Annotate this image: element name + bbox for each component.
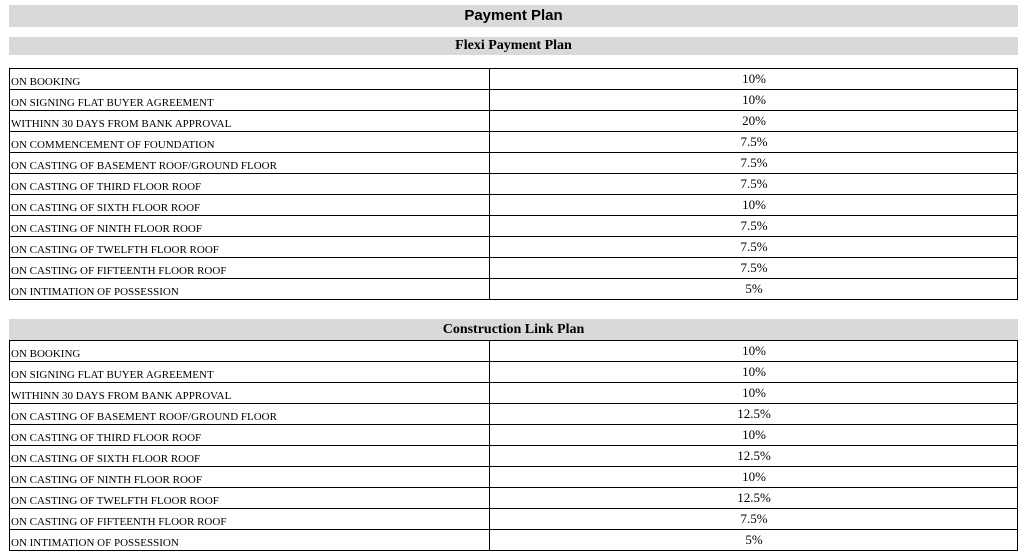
percentage-value: 7.5% <box>490 153 1018 174</box>
milestone-label: ON BOOKING <box>10 69 490 90</box>
table-row <box>10 362 1018 383</box>
table-row <box>10 341 1018 362</box>
table-row <box>10 404 1018 425</box>
milestone-label: ON CASTING OF TWELFTH FLOOR ROOF <box>10 488 490 509</box>
percentage-value: 10% <box>490 341 1018 362</box>
percentage-value: 7.5% <box>490 237 1018 258</box>
percentage-value: 7.5% <box>490 174 1018 195</box>
percentage-value: 10% <box>490 90 1018 111</box>
construction-link-plan-heading: Construction Link Plan <box>9 319 1018 340</box>
percentage-value: 12.5% <box>490 446 1018 467</box>
table-row <box>10 509 1018 530</box>
milestone-label: ON BOOKING <box>10 341 490 362</box>
percentage-value: 12.5% <box>490 404 1018 425</box>
table-row <box>10 258 1018 279</box>
flexi-plan-heading: Flexi Payment Plan <box>9 37 1018 55</box>
percentage-value: 10% <box>490 383 1018 404</box>
milestone-label: ON CASTING OF SIXTH FLOOR ROOF <box>10 446 490 467</box>
milestone-label: ON CASTING OF THIRD FLOOR ROOF <box>10 425 490 446</box>
milestone-label: WITHINN 30 DAYS FROM BANK APPROVAL <box>10 111 490 132</box>
percentage-value: 10% <box>490 362 1018 383</box>
milestone-label: ON CASTING OF TWELFTH FLOOR ROOF <box>10 237 490 258</box>
milestone-label: ON CASTING OF BASEMENT ROOF/GROUND FLOOR <box>10 404 490 425</box>
milestone-label: ON CASTING OF SIXTH FLOOR ROOF <box>10 195 490 216</box>
percentage-value: 5% <box>490 530 1018 551</box>
milestone-label: ON CASTING OF BASEMENT ROOF/GROUND FLOOR <box>10 153 490 174</box>
page-title: Payment Plan <box>9 5 1018 27</box>
table-row <box>10 69 1018 90</box>
table-row <box>10 90 1018 111</box>
table-row <box>10 132 1018 153</box>
milestone-label: ON COMMENCEMENT OF FOUNDATION <box>10 132 490 153</box>
milestone-label: ON CASTING OF NINTH FLOOR ROOF <box>10 467 490 488</box>
table-row <box>10 174 1018 195</box>
table-row <box>10 111 1018 132</box>
flexi-plan-table <box>9 68 1018 300</box>
percentage-value: 10% <box>490 195 1018 216</box>
milestone-label: WITHINN 30 DAYS FROM BANK APPROVAL <box>10 383 490 404</box>
percentage-value: 10% <box>490 69 1018 90</box>
milestone-label: ON SIGNING FLAT BUYER AGREEMENT <box>10 362 490 383</box>
percentage-value: 10% <box>490 467 1018 488</box>
milestone-label: ON INTIMATION OF POSSESSION <box>10 530 490 551</box>
table-row <box>10 467 1018 488</box>
milestone-label: ON CASTING OF NINTH FLOOR ROOF <box>10 216 490 237</box>
milestone-label: ON CASTING OF THIRD FLOOR ROOF <box>10 174 490 195</box>
table-row <box>10 383 1018 404</box>
table-row <box>10 425 1018 446</box>
milestone-label: ON INTIMATION OF POSSESSION <box>10 279 490 300</box>
percentage-value: 7.5% <box>490 216 1018 237</box>
percentage-value: 7.5% <box>490 132 1018 153</box>
percentage-value: 20% <box>490 111 1018 132</box>
percentage-value: 7.5% <box>490 509 1018 530</box>
percentage-value: 10% <box>490 425 1018 446</box>
table-row <box>10 530 1018 551</box>
table-row <box>10 446 1018 467</box>
percentage-value: 7.5% <box>490 258 1018 279</box>
table-row <box>10 237 1018 258</box>
table-row <box>10 488 1018 509</box>
percentage-value: 12.5% <box>490 488 1018 509</box>
table-row <box>10 153 1018 174</box>
milestone-label: ON CASTING OF FIFTEENTH FLOOR ROOF <box>10 509 490 530</box>
construction-link-plan-table <box>9 340 1018 551</box>
milestone-label: ON CASTING OF FIFTEENTH FLOOR ROOF <box>10 258 490 279</box>
table-row <box>10 216 1018 237</box>
table-row <box>10 279 1018 300</box>
milestone-label: ON SIGNING FLAT BUYER AGREEMENT <box>10 90 490 111</box>
table-row <box>10 195 1018 216</box>
percentage-value: 5% <box>490 279 1018 300</box>
